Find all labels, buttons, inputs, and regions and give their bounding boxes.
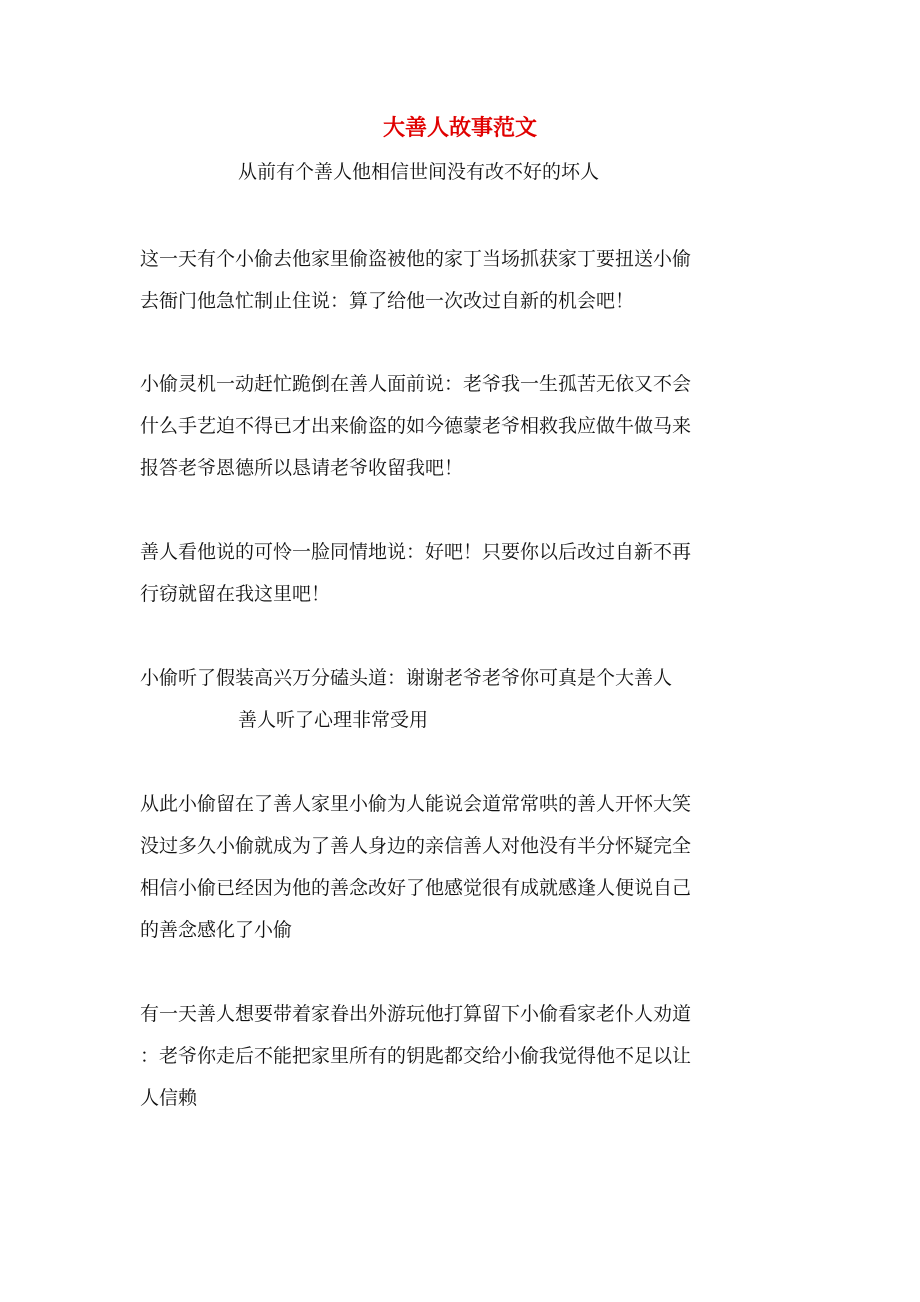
paragraph-6-line-3: 相信小偷已经因为他的善念改好了他感觉很有成就感逢人便说自己 (140, 877, 692, 899)
paragraph-4-line-1: 善人看他说的可怜一脸同情地说：好吧！只要你以后改过自新不再 (140, 541, 692, 563)
paragraph-1-line-1: 从前有个善人他相信世间没有改不好的坏人 (238, 161, 600, 183)
paragraph-2-line-2: 去衙门他急忙制止住说：算了给他一次改过自新的机会吧！ (140, 290, 635, 312)
paragraph-4-line-2: 行窃就留在我这里吧！ (140, 583, 331, 605)
paragraph-7-line-3: 人信赖 (140, 1087, 198, 1109)
paragraph-7-line-1: 有一天善人想要带着家眷出外游玩他打算留下小偷看家老仆人劝道 (140, 1003, 692, 1025)
paragraph-3-line-1: 小偷灵机一动赶忙跪倒在善人面前说：老爷我一生孤苦无依又不会 (140, 373, 692, 395)
paragraph-6-line-2: 没过多久小偷就成为了善人身边的亲信善人对他没有半分怀疑完全 (140, 835, 692, 857)
paragraph-3-line-3: 报答老爷恩德所以恳请老爷收留我吧！ (140, 457, 464, 479)
paragraph-5-line-2: 善人听了心理非常受用 (238, 709, 429, 731)
paragraph-5-line-1: 小偷听了假装高兴万分磕头道：谢谢老爷老爷你可真是个大善人 (140, 667, 673, 689)
paragraph-6-line-1: 从此小偷留在了善人家里小偷为人能说会道常常哄的善人开怀大笑 (140, 793, 692, 815)
document-title: 大善人故事范文 (382, 115, 537, 141)
paragraph-3-line-2: 什么手艺迫不得已才出来偷盗的如今德蒙老爷相救我应做牛做马来 (140, 415, 692, 437)
paragraph-2-line-1: 这一天有个小偷去他家里偷盗被他的家丁当场抓获家丁要扭送小偷 (140, 248, 692, 270)
paragraph-6-line-4: 的善念感化了小偷 (140, 919, 293, 941)
paragraph-7-line-2: ：老爷你走后不能把家里所有的钥匙都交给小偷我觉得他不足以让 (140, 1045, 692, 1067)
